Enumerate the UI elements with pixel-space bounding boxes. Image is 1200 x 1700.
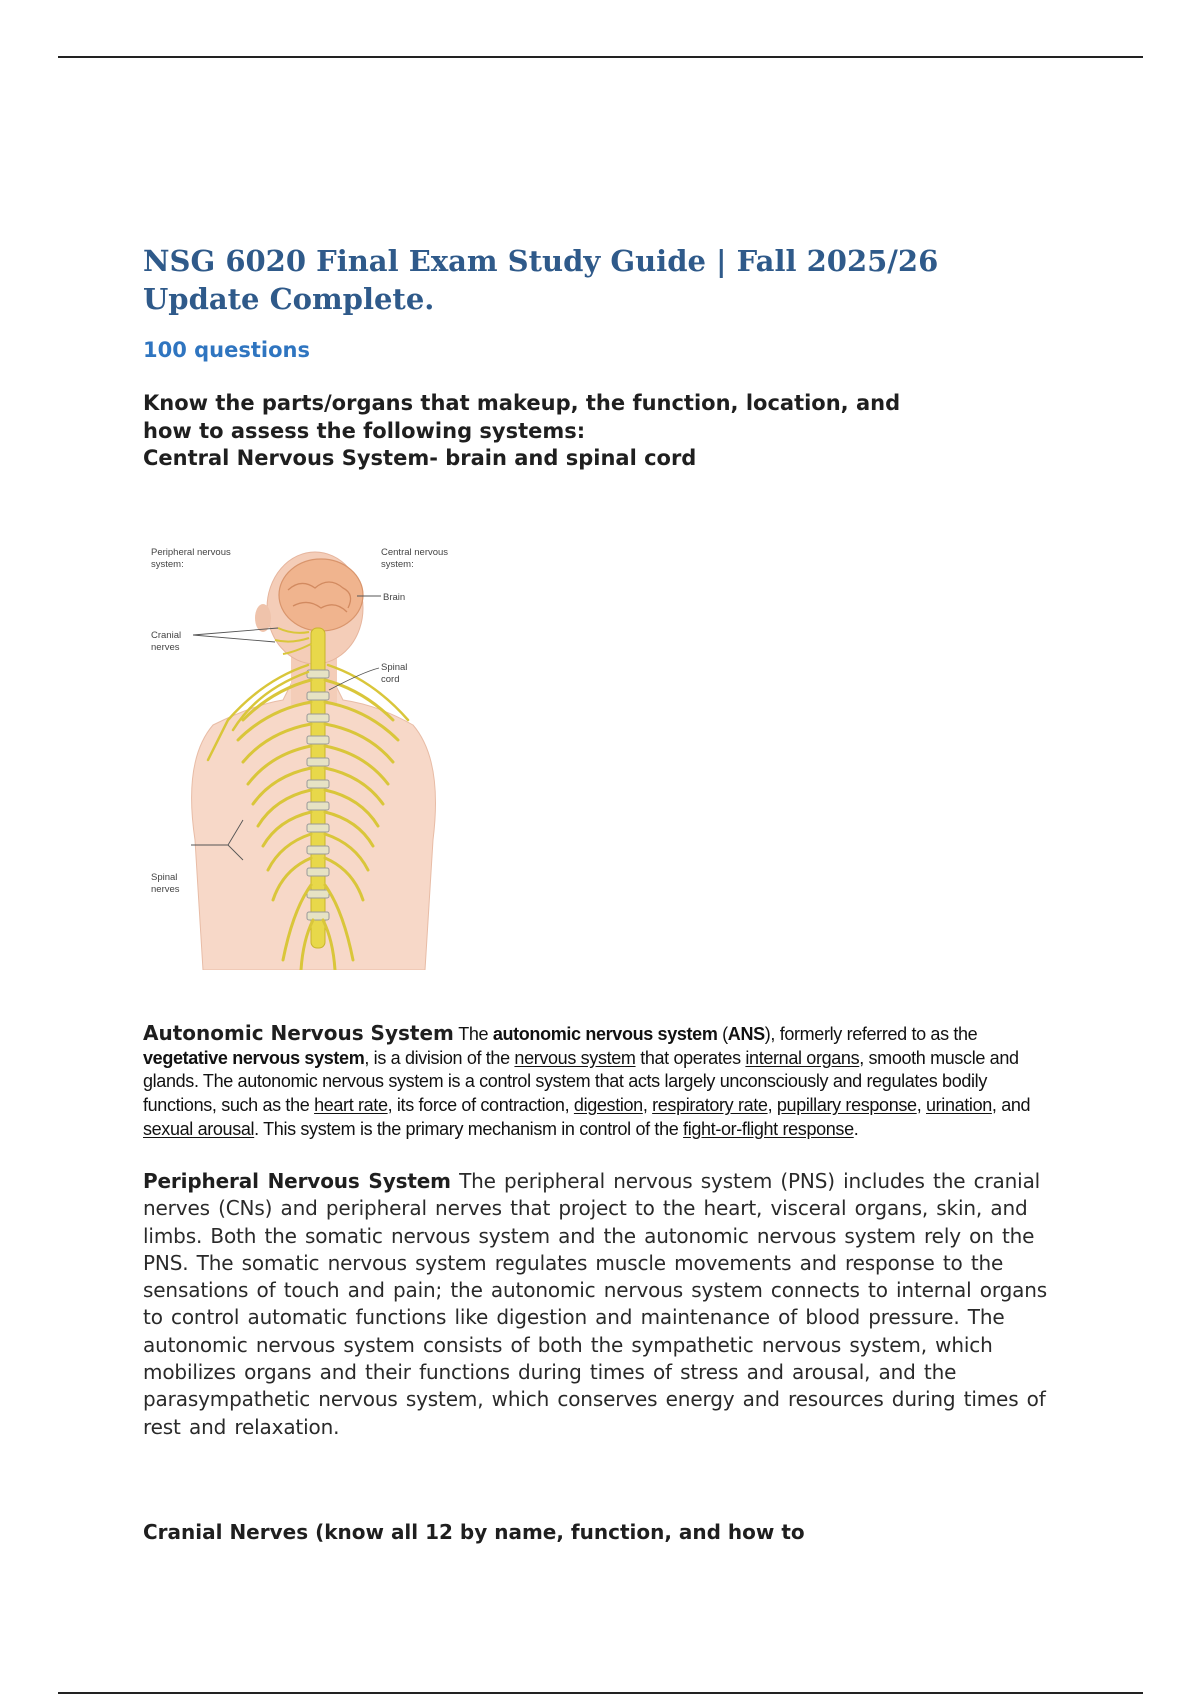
pns-heading: Peripheral Nervous System: [143, 1169, 451, 1193]
ans-text: The: [453, 1024, 493, 1044]
ans-text: , smooth muscle and glands. The autonomic nervous system is a control system that acts largely unconsciously and regulates bodily functions, such as the: [143, 1047, 1019, 1116]
ans-text: , its force of contraction,: [387, 1095, 574, 1116]
link-fight-or-flight-response[interactable]: fight-or-flight response: [683, 1118, 854, 1139]
pns-body: The peripheral nervous system (PNS) includes the cranial nerves (CNs) and peripheral nerves that project to the heart, visceral organs, skin, and limbs. Both the somatic nervous system and the autonomic nervous system rely on the PNS. The somatic nervous system regulates muscle movements and response to the sensations of touch and pain; the autonomic nervous system connects to internal organs to control automatic functions like digestion and maintenance of blood pressure. The autonomic nervous system consists of both the sympathetic nervous system, which mobilizes organs and their functions during times of stress and arousal, and the parasympathetic nervous system, which conserves energy and resources during times of rest and relaxation.: [143, 1169, 1048, 1439]
intro-line-1: Know the parts/organs that makeup, the function, location, and: [143, 391, 901, 415]
label-central-line1: Central nervous: [381, 547, 449, 558]
title-line-1: NSG 6020 Final Exam Study Guide | Fall 2025/26: [143, 244, 939, 278]
link-pupillary-response[interactable]: pupillary response: [776, 1095, 917, 1116]
link-sexual-arousal[interactable]: sexual arousal: [143, 1118, 255, 1139]
link-digestion[interactable]: digestion: [573, 1095, 643, 1116]
question-count: 100 questions: [143, 338, 310, 362]
ans-text: ,: [642, 1095, 653, 1116]
link-internal-organs[interactable]: internal organs: [745, 1047, 860, 1068]
link-urination[interactable]: urination: [926, 1095, 992, 1116]
ans-text: ,: [767, 1095, 777, 1116]
nervous-system-figure: [143, 540, 488, 970]
nervous-system-illustration: [143, 540, 488, 970]
document-title: [143, 242, 1043, 318]
pns-paragraph: [143, 1168, 1058, 1441]
link-heart-rate[interactable]: heart rate: [314, 1095, 388, 1116]
footer-rule: [58, 1692, 1143, 1694]
label-peripheral-line2: system:: [151, 559, 184, 570]
ans-paragraph: [143, 1022, 1058, 1142]
label-cranial-line1: Cranial: [151, 630, 182, 641]
cranial-nerves-heading: Cranial Nerves (know all 12 by name, function, and how to: [143, 1520, 805, 1544]
label-cranial-line2: nerves: [151, 642, 180, 653]
ans-text: (: [717, 1024, 728, 1044]
ans-text: , and: [991, 1095, 1031, 1116]
ans-text: ), formerly referred to as the: [764, 1024, 978, 1044]
ans-term: ANS: [727, 1024, 765, 1044]
intro-line-3: Central Nervous System- brain and spinal cord: [143, 446, 697, 470]
ans-text: , is a division of the: [364, 1047, 515, 1068]
ans-term: vegetative nervous system: [143, 1047, 365, 1068]
ans-text: ,: [916, 1095, 926, 1116]
title-line-2: Update Complete.: [143, 282, 435, 316]
label-central-line2: system:: [381, 559, 414, 570]
ans-text: that operates: [635, 1047, 746, 1068]
intro-line-2: how to assess the following systems:: [143, 418, 586, 443]
link-respiratory-rate[interactable]: respiratory rate: [652, 1095, 768, 1116]
link-nervous-system[interactable]: nervous system: [514, 1047, 636, 1068]
label-brain: Brain: [383, 592, 406, 603]
label-spinal-cord-line1: Spinal: [381, 662, 408, 673]
label-spinal-cord-line2: cord: [381, 674, 400, 685]
ans-heading: Autonomic Nervous System: [143, 1021, 454, 1045]
ans-term: autonomic nervous system: [492, 1024, 718, 1044]
header-rule: [58, 56, 1143, 58]
intro-instructions: [143, 390, 1103, 473]
ans-text: .: [853, 1118, 859, 1139]
label-peripheral-line1: Peripheral nervous: [151, 547, 231, 558]
label-spinal-nerves-line2: nerves: [151, 884, 180, 895]
ans-text: . This system is the primary mechanism in control of the: [254, 1118, 684, 1139]
label-spinal-nerves-line1: Spinal: [151, 872, 178, 883]
